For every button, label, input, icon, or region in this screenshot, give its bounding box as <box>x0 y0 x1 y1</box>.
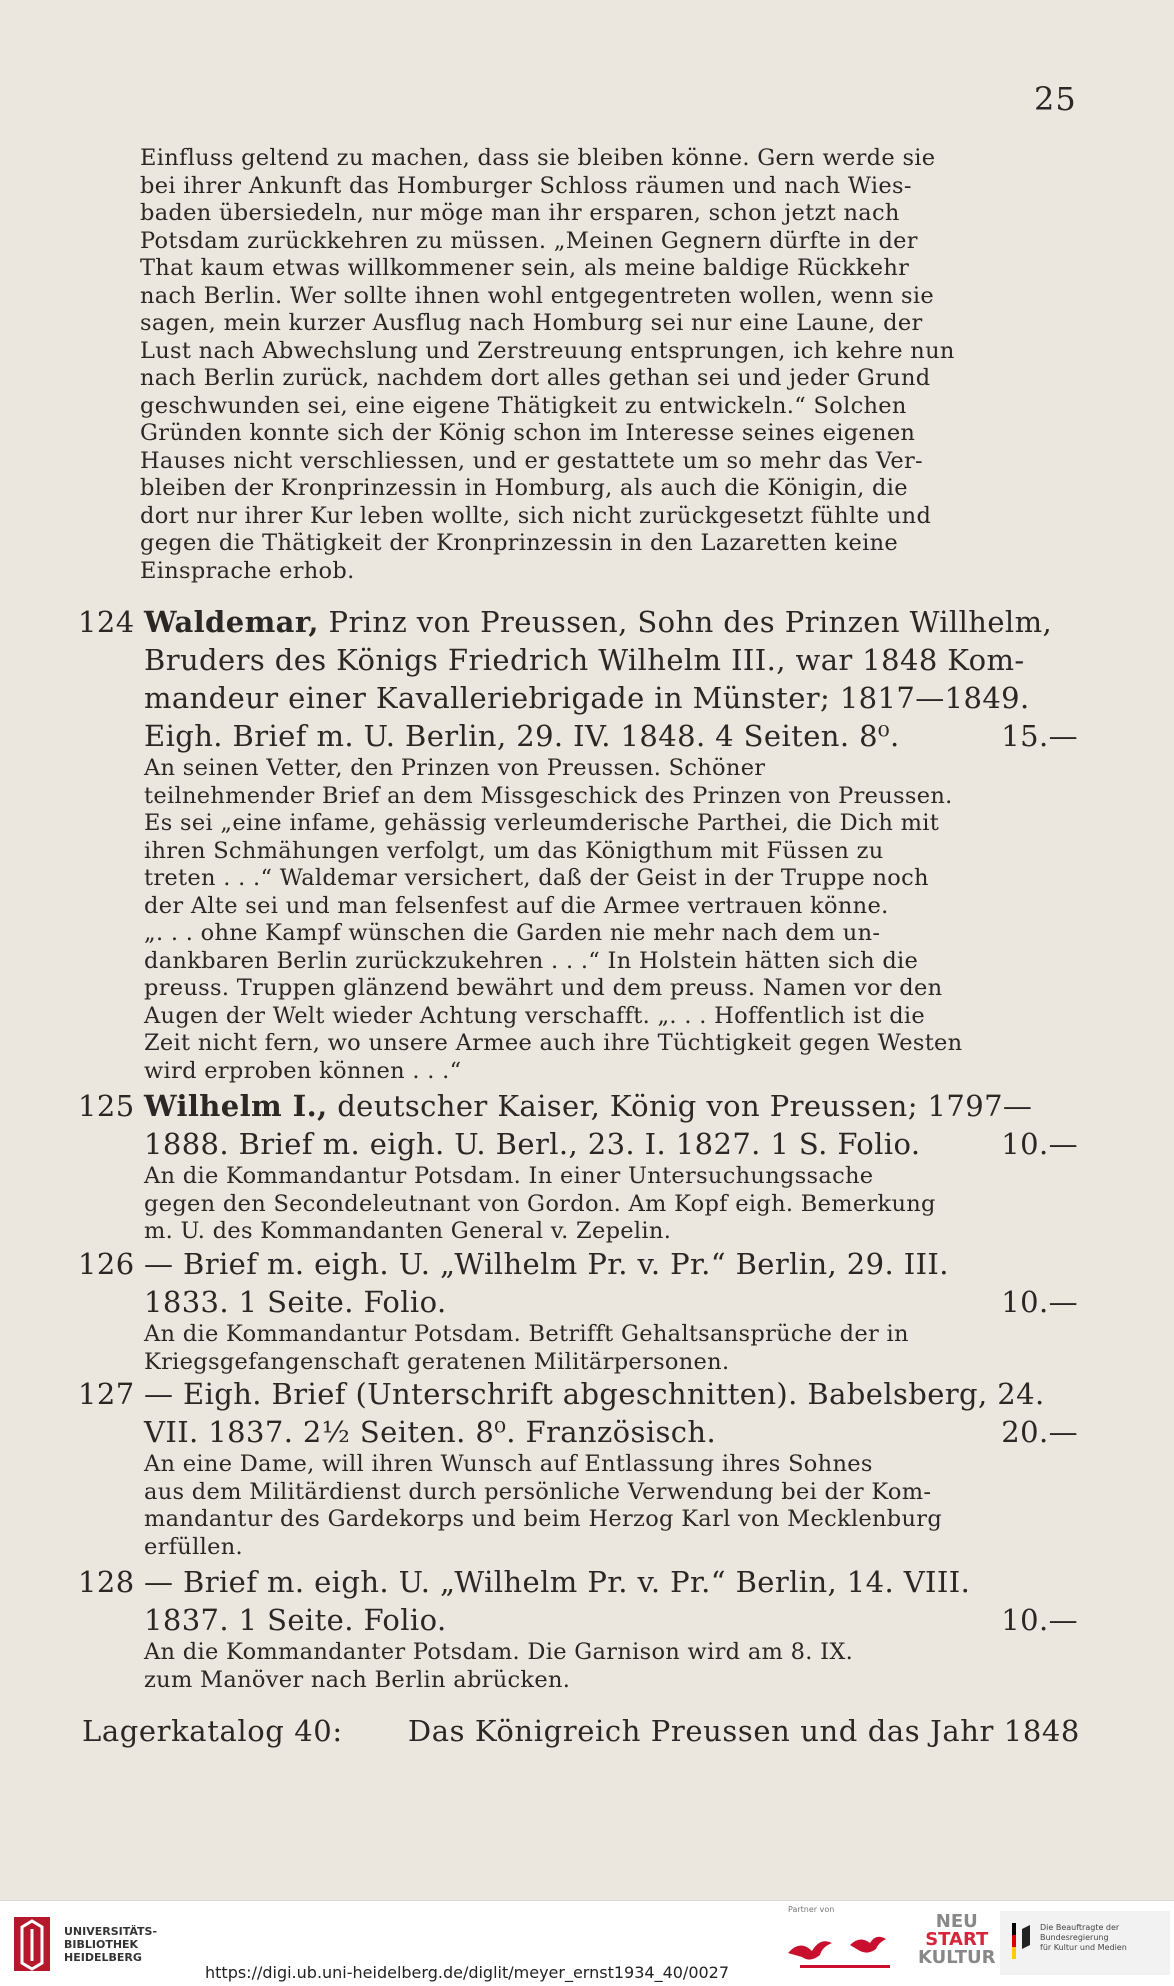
entry-head-line: Bruders des Königs Friedrich Wilhelm III., war 1848 Kom- <box>144 643 1025 677</box>
entry-head-line: deutscher Kaiser, König von Preussen; 1797— <box>327 1089 1033 1123</box>
desc-line: An seinen Vetter, den Prinzen von Preussen. Schöner <box>144 755 766 781</box>
entry-name: Wilhelm I., <box>144 1089 328 1123</box>
entry-heading <box>78 1087 1078 1163</box>
desc-line: aus dem Militärdienst durch persönliche Verwendung bei der Kom- <box>144 1478 932 1505</box>
entry-number: 124 <box>78 605 135 639</box>
entry-heading <box>78 1375 1078 1451</box>
desc-line: An die Kommandanter Potsdam. Die Garnison wird am 8. IX. <box>144 1639 854 1665</box>
paragraph-line: Potsdam zurückkehren zu müssen. „Meinen Gegnern dürfte in der <box>140 227 918 254</box>
desc-line: Zeit nicht fern, wo unsere Armee auch ihre Tüchtigkeit gegen Westen <box>144 1030 963 1056</box>
paragraph-line: Hauses nicht verschliessen, und er gestattete um so mehr das Ver- <box>140 447 923 474</box>
desc-line: preuss. Truppen glänzend bewährt und dem preuss. Namen vor den <box>144 975 943 1001</box>
desc-line: gegen den Secondeleutnant von Gordon. Am Kopf eigh. Bemerkung <box>144 1190 936 1217</box>
entry-description <box>78 1321 1078 1376</box>
paragraph-line: gegen die Thätigkeit der Kronprinzessin in den Lazaretten keine <box>140 530 899 556</box>
entry-head-line: VII. 1837. 2½ Seiten. 8⁰. Französisch. <box>144 1415 717 1449</box>
entry-number: 127 <box>78 1377 135 1411</box>
paragraph-line: nach Berlin zurück, nachdem dort alles gethan sei und jeder Grund <box>140 365 931 391</box>
paragraph-line: geschwunden sei, eine eigene Thätigkeit zu entwickeln.“ Solchen <box>140 392 907 419</box>
desc-line: „. . . ohne Kampf wünschen die Garden nie mehr nach dem un- <box>144 920 881 946</box>
library-name-line: HEIDELBERG <box>64 1951 142 1964</box>
entry-head-line: Prinz von Preussen, Sohn des Prinzen Willhelm, <box>318 605 1053 639</box>
desc-line: An die Kommandantur Potsdam. Betrifft Gehaltsansprüche der in <box>144 1321 909 1347</box>
entry-head-line: 1837. 1 Seite. Folio. <box>144 1603 447 1637</box>
neustart-line: START <box>925 1929 989 1950</box>
desc-line: ihren Schmähungen verfolgt, um das Königthum mit Füssen zu <box>144 837 884 864</box>
entry-head-line: — Brief m. eigh. U. „Wilhelm Pr. v. Pr.“ Berlin, 14. VIII. <box>144 1565 971 1599</box>
desc-line: m. U. des Kommandanten General v. Zepelin. <box>144 1218 672 1244</box>
viewer-footer-bar <box>0 1900 1174 1986</box>
catalog-footer <box>82 1712 1080 1750</box>
desc-line: wird erproben können . . .“ <box>144 1057 462 1084</box>
desc-line: der Alte sei und man felsenfest auf die Armee vertrauen könne. <box>144 892 889 919</box>
entry-price: 10.— <box>1001 1603 1078 1637</box>
entry-head-line: Eigh. Brief m. U. Berlin, 29. IV. 1848. 4 Seiten. 8⁰. <box>144 719 900 753</box>
entry-description <box>78 755 1078 1085</box>
entry-price: 20.— <box>1001 1415 1078 1449</box>
heidelberg-library-logo-icon[interactable] <box>12 1915 52 1973</box>
desc-line: An die Kommandantur Potsdam. In einer Untersuchungssache <box>144 1163 874 1189</box>
desc-line: mandantur des Gardekorps und beim Herzog Karl von Mecklenburg <box>144 1506 943 1532</box>
paragraph-line: baden übersiedeln, nur möge man ihr ersparen, schon jetzt nach <box>140 200 900 226</box>
partner-logo-icon[interactable] <box>780 1925 910 1973</box>
entry-price: 15.— <box>1001 719 1078 753</box>
library-name-line: BIBLIOTHEK <box>64 1938 139 1951</box>
paragraph-line: bleiben der Kronprinzessin in Homburg, als auch die Königin, die <box>140 475 908 501</box>
paragraph-line: That kaum etwas willkommener sein, als meine baldige Rückkehr <box>140 255 910 281</box>
neustart-kultur-logo[interactable] <box>918 1913 996 1967</box>
paragraph-line: Einsprache erhob. <box>140 557 355 584</box>
entry-price: 10.— <box>1001 1285 1078 1319</box>
paragraph-line: dort nur ihrer Kur leben wollte, sich nicht zurückgesetzt fühlte und <box>140 502 932 529</box>
desc-line: Kriegsgefangenschaft geratenen Militärpersonen. <box>144 1348 730 1375</box>
entry-description <box>78 1639 1078 1694</box>
entry-head-line: 1888. Brief m. eigh. U. Berl., 23. I. 1827. 1 S. Folio. <box>144 1127 921 1161</box>
paragraph-line: Lust nach Abwechslung und Zerstreuung entsprungen, ich kehre nun <box>140 337 955 364</box>
entry-head-line: mandeur einer Kavalleriebrigade in Münster; 1817—1849. <box>144 681 1030 715</box>
entry-number: 126 <box>78 1247 135 1281</box>
entry-name: Waldemar, <box>144 605 319 639</box>
paragraph-line: bei ihrer Ankunft das Homburger Schloss räumen und nach Wies- <box>140 172 912 199</box>
entry-126 <box>78 1245 1078 1376</box>
entry-number: 125 <box>78 1089 135 1123</box>
partner-label: Partner von <box>788 1905 835 1914</box>
library-name[interactable] <box>64 1925 157 1964</box>
desc-line: Es sei „eine infame, gehässig verleumderische Parthei, die Dich mit <box>144 810 940 836</box>
entry-description <box>78 1163 1078 1246</box>
desc-line: dankbaren Berlin zurückzukehren . . .“ In Holstein hätten sich die <box>144 947 919 974</box>
entry-heading <box>78 603 1078 755</box>
desc-line: zum Manöver nach Berlin abrücken. <box>144 1666 571 1693</box>
entry-127 <box>78 1375 1078 1561</box>
entry-number: 128 <box>78 1565 135 1599</box>
neustart-line: KULTUR <box>918 1947 996 1968</box>
page-url[interactable]: https://digi.ub.uni-heidelberg.de/diglit/meyer_ernst1934_40/0027 <box>205 1963 730 1982</box>
entry-heading <box>78 1245 1078 1321</box>
paragraph-line: Gründen konnte sich der König schon im Interesse seines eigenen <box>140 420 916 446</box>
neustart-line: NEU <box>935 1911 978 1932</box>
entry-125 <box>78 1087 1078 1246</box>
footer-left: Lagerkatalog 40: <box>82 1714 343 1748</box>
desc-line: treten . . .“ Waldemar versichert, daß der Geist in der Truppe noch <box>144 865 929 891</box>
entry-heading <box>78 1563 1078 1639</box>
page-number: 25 <box>1034 80 1077 118</box>
federal-text-line: Die Beauftragte der Bundesregierung <box>1040 1923 1120 1942</box>
desc-line: Augen der Welt wieder Achtung verschafft. „. . . Hoffentlich ist die <box>144 1002 926 1029</box>
desc-line: teilnehmender Brief an dem Missgeschick des Prinzen von Preussen. <box>144 782 953 809</box>
entry-price: 10.— <box>1001 1127 1078 1161</box>
entry-head-line: — Brief m. eigh. U. „Wilhelm Pr. v. Pr.“ Berlin, 29. III. <box>144 1247 949 1281</box>
entry-head-line: 1833. 1 Seite. Folio. <box>144 1285 447 1319</box>
entry-description <box>78 1451 1078 1561</box>
federal-government-text <box>1040 1923 1174 1953</box>
paragraph-line: Einfluss geltend zu machen, dass sie bleiben könne. Gern werde sie <box>140 145 936 171</box>
paragraph-line: sagen, mein kurzer Ausflug nach Homburg sei nur eine Laune, der <box>140 310 923 336</box>
desc-line: erfüllen. <box>144 1533 243 1560</box>
paragraph-line: nach Berlin. Wer sollte ihnen wohl entgegentreten wollen, wenn sie <box>140 282 934 309</box>
desc-line: An eine Dame, will ihren Wunsch auf Entlassung ihres Sohnes <box>144 1451 873 1477</box>
footer-right: Das Königreich Preussen und das Jahr 1848 <box>407 1714 1080 1748</box>
federal-text-line: für Kultur und Medien <box>1040 1943 1127 1952</box>
entry-124 <box>78 603 1078 1085</box>
entry-head-line: — Eigh. Brief (Unterschrift abgeschnitten). Babelsberg, 24. <box>144 1377 1045 1411</box>
entry-128 <box>78 1563 1078 1694</box>
continuation-paragraph <box>140 145 1075 585</box>
library-name-line: UNIVERSITÄTS- <box>64 1925 158 1938</box>
